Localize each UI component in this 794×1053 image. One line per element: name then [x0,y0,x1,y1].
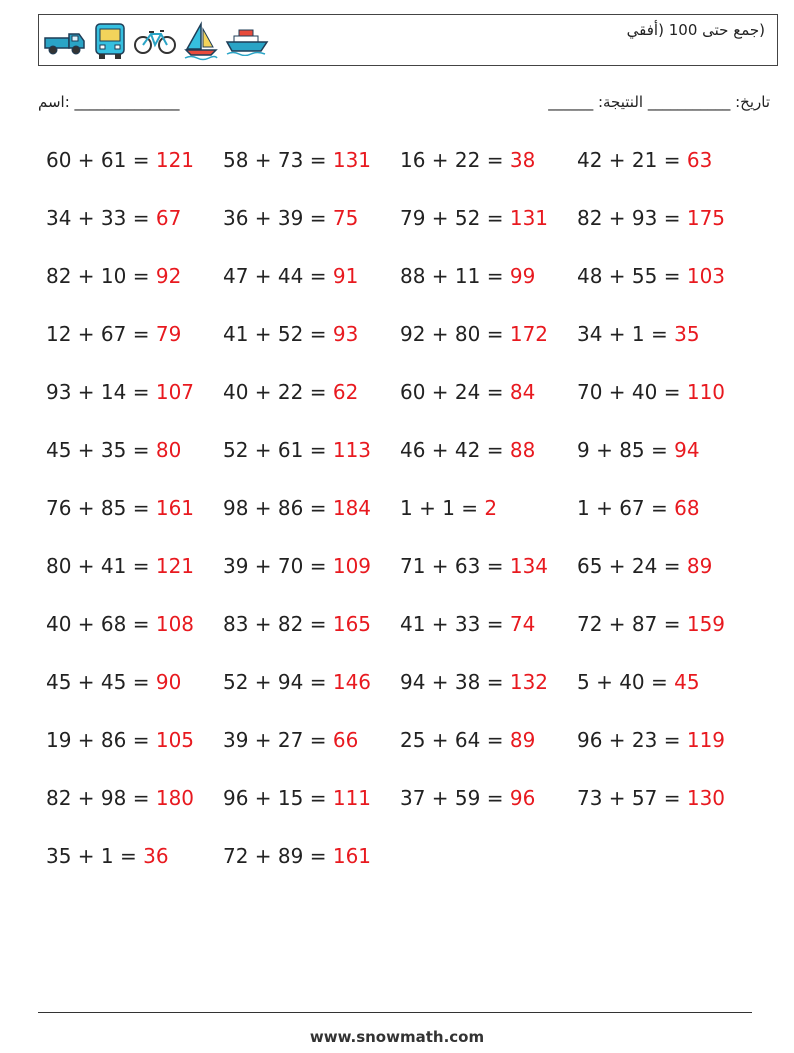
problem-question: 65 + 24 = [577,554,687,578]
problem-question: 98 + 86 = [223,496,333,520]
worksheet-title: (جمع حتى 100 (أفقي [626,21,765,39]
problem-item [46,778,221,818]
problem-question: 12 + 67 = [46,322,156,346]
problem-question: 92 + 80 = [400,322,510,346]
problem-question: 82 + 98 = [46,786,156,810]
problem-item [400,430,575,470]
problem-question: 39 + 27 = [223,728,333,752]
problem-answer: 45 [674,670,700,694]
problem-item [223,778,398,818]
bicycle-icon [133,26,177,56]
problem-question: 72 + 89 = [223,844,333,868]
problem-answer: 63 [686,148,713,172]
problem-answer: 131 [509,206,549,230]
problem-answer: 66 [332,728,359,752]
problem-item [577,198,752,238]
problem-answer: 2 [484,496,498,520]
problem-item [46,372,221,412]
problem-item [46,546,221,586]
problem-item [223,372,398,412]
problem-question: 47 + 44 = [223,264,333,288]
problem-item [577,256,752,296]
problem-item [46,256,221,296]
problem-item [46,198,221,238]
footer-divider [38,1012,752,1013]
problem-answer: 67 [155,206,182,230]
problem-answer: 35 [674,322,700,346]
problem-question: 96 + 15 = [223,786,333,810]
problem-answer: 91 [332,264,359,288]
problem-answer: 132 [509,670,549,694]
problem-answer: 161 [332,844,372,868]
problem-item [577,662,752,702]
problem-question: 93 + 14 = [46,380,156,404]
problem-item [223,314,398,354]
problem-item [223,488,398,528]
problem-answer: 121 [155,554,195,578]
problem-question: 16 + 22 = [400,148,510,172]
problem-item [46,430,221,470]
problem-question: 39 + 70 = [223,554,333,578]
problem-item [577,546,752,586]
problem-answer: 99 [509,264,536,288]
problem-question: 60 + 24 = [400,380,510,404]
problem-item [46,314,221,354]
problem-answer: 108 [155,612,195,636]
problem-item [223,256,398,296]
problem-item [400,488,575,528]
problem-question: 83 + 82 = [223,612,333,636]
problem-question: 34 + 1 = [577,322,675,346]
problem-answer: 84 [509,380,536,404]
problem-answer: 94 [674,438,700,462]
problem-answer: 175 [686,206,726,230]
problem-item [577,604,752,644]
problem-answer: 107 [155,380,195,404]
problem-question: 9 + 85 = [577,438,675,462]
problem-item [46,488,221,528]
problem-item [223,546,398,586]
bus-icon [93,21,127,61]
problem-answer: 88 [509,438,536,462]
problem-answer: 93 [332,322,359,346]
problem-answer: 146 [332,670,372,694]
ship-icon [225,26,269,56]
name-field: اسم: ______________ [38,93,180,111]
problem-answer: 172 [509,322,549,346]
problem-answer: 121 [155,148,195,172]
problem-answer: 159 [686,612,726,636]
date-score-field: ______ :تاريخ: ___________ النتيجة [548,93,770,111]
problem-item [223,198,398,238]
sailboat-icon [183,21,219,61]
problem-answer: 96 [509,786,536,810]
problem-answer: 130 [686,786,726,810]
problem-item [577,372,752,412]
problem-answer: 110 [686,380,726,404]
transport-icons [43,21,269,61]
problem-answer: 75 [332,206,359,230]
problem-answer: 90 [155,670,182,694]
truck-icon [43,26,87,56]
problem-question: 45 + 45 = [46,670,156,694]
problem-item [400,720,575,760]
problem-question: 40 + 22 = [223,380,333,404]
problem-item [46,836,221,876]
problem-item [223,720,398,760]
problem-item [46,662,221,702]
problem-question: 52 + 94 = [223,670,333,694]
problem-question: 71 + 63 = [400,554,510,578]
problem-question: 79 + 52 = [400,206,510,230]
problem-question: 58 + 73 = [223,148,333,172]
problem-answer: 79 [155,322,182,346]
problem-question: 48 + 55 = [577,264,687,288]
problem-question: 41 + 52 = [223,322,333,346]
problem-question: 96 + 23 = [577,728,687,752]
problem-question: 25 + 64 = [400,728,510,752]
problem-item [400,314,575,354]
problem-item [400,662,575,702]
problem-answer: 89 [686,554,713,578]
problem-answer: 113 [332,438,372,462]
problem-question: 94 + 38 = [400,670,510,694]
problem-answer: 103 [686,264,726,288]
problem-item [400,372,575,412]
problem-answer: 89 [509,728,536,752]
problem-question: 82 + 93 = [577,206,687,230]
problem-answer: 38 [509,148,536,172]
problem-item [577,778,752,818]
problem-question: 88 + 11 = [400,264,510,288]
problem-question: 76 + 85 = [46,496,156,520]
problem-item [400,546,575,586]
problem-item [223,430,398,470]
problem-item [223,604,398,644]
problem-question: 37 + 59 = [400,786,510,810]
problem-item [46,140,221,180]
problem-item [400,604,575,644]
problem-question: 1 + 67 = [577,496,675,520]
problem-answer: 180 [155,786,195,810]
problem-item [577,314,752,354]
problem-question: 80 + 41 = [46,554,156,578]
problem-answer: 165 [332,612,372,636]
problem-question: 82 + 10 = [46,264,156,288]
problem-answer: 131 [332,148,372,172]
problem-item [577,720,752,760]
problem-item [400,256,575,296]
problem-question: 41 + 33 = [400,612,510,636]
problem-answer: 161 [155,496,195,520]
problem-question: 1 + 1 = [400,496,485,520]
problem-question: 40 + 68 = [46,612,156,636]
problem-answer: 62 [332,380,359,404]
problem-answer: 80 [155,438,182,462]
problem-item [400,778,575,818]
problem-item [223,836,398,876]
problem-answer: 105 [155,728,195,752]
problem-question: 42 + 21 = [577,148,687,172]
problem-item [400,140,575,180]
problem-question: 34 + 33 = [46,206,156,230]
problem-answer: 109 [332,554,372,578]
problem-answer: 119 [686,728,726,752]
problem-question: 19 + 86 = [46,728,156,752]
problem-item [577,430,752,470]
problem-answer: 68 [674,496,700,520]
header-box [38,14,778,66]
problem-question: 46 + 42 = [400,438,510,462]
problem-answer: 74 [509,612,536,636]
problem-question: 72 + 87 = [577,612,687,636]
problem-item [46,604,221,644]
problem-answer: 111 [332,786,372,810]
problem-question: 60 + 61 = [46,148,156,172]
problem-question: 52 + 61 = [223,438,333,462]
problem-item [223,140,398,180]
problem-question: 35 + 1 = [46,844,144,868]
problem-item [577,488,752,528]
problem-item [400,198,575,238]
problem-question: 36 + 39 = [223,206,333,230]
problem-answer: 36 [143,844,169,868]
problem-answer: 134 [509,554,549,578]
problem-question: 73 + 57 = [577,786,687,810]
problem-answer: 184 [332,496,372,520]
problem-question: 45 + 35 = [46,438,156,462]
problem-answer: 92 [155,264,182,288]
problem-item [223,662,398,702]
problem-question: 5 + 40 = [577,670,675,694]
problem-item [577,140,752,180]
problem-item [46,720,221,760]
problem-question: 70 + 40 = [577,380,687,404]
footer-url: www.snowmath.com [309,1028,485,1046]
